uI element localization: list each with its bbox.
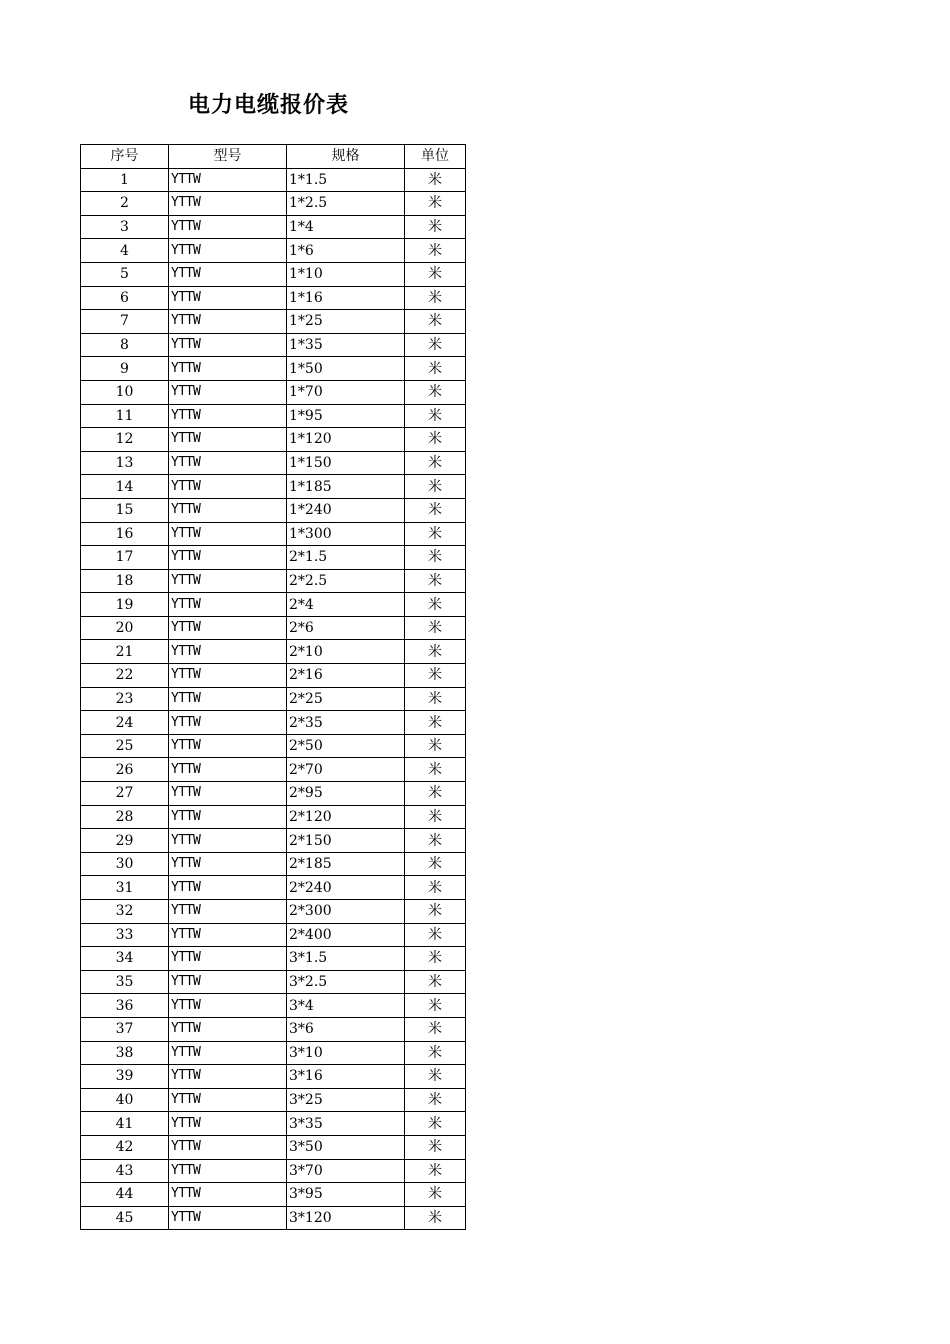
table-row xyxy=(81,876,466,900)
table-row xyxy=(81,215,466,239)
serial-cell: 35 xyxy=(81,970,169,994)
serial-cell: 29 xyxy=(81,829,169,853)
spec-cell: 2*16 xyxy=(287,664,405,688)
serial-cell: 13 xyxy=(81,451,169,475)
model-cell: YTTW xyxy=(169,333,287,357)
model-cell: YTTW xyxy=(169,994,287,1018)
model-cell: YTTW xyxy=(169,1065,287,1089)
model-cell: YTTW xyxy=(169,616,287,640)
serial-cell: 34 xyxy=(81,947,169,971)
unit-cell: 米 xyxy=(405,782,466,806)
spec-cell: 1*1.5 xyxy=(287,168,405,192)
model-cell: YTTW xyxy=(169,1159,287,1183)
table-row xyxy=(81,569,466,593)
table-row xyxy=(81,1112,466,1136)
spec-cell: 2*50 xyxy=(287,734,405,758)
model-cell: YTTW xyxy=(169,734,287,758)
table-row xyxy=(81,262,466,286)
spec-cell: 2*70 xyxy=(287,758,405,782)
serial-cell: 4 xyxy=(81,239,169,263)
table-row xyxy=(81,829,466,853)
spec-cell: 1*2.5 xyxy=(287,192,405,216)
serial-cell: 23 xyxy=(81,687,169,711)
table-row xyxy=(81,900,466,924)
spec-cell: 1*95 xyxy=(287,404,405,428)
serial-cell: 5 xyxy=(81,262,169,286)
model-cell: YTTW xyxy=(169,876,287,900)
unit-cell: 米 xyxy=(405,711,466,735)
serial-cell: 14 xyxy=(81,475,169,499)
model-cell: YTTW xyxy=(169,1183,287,1207)
table-row xyxy=(81,333,466,357)
unit-cell: 米 xyxy=(405,262,466,286)
unit-cell: 米 xyxy=(405,876,466,900)
unit-cell: 米 xyxy=(405,1135,466,1159)
serial-cell: 9 xyxy=(81,357,169,381)
page-title: 电力电缆报价表 xyxy=(188,93,350,118)
spec-cell: 1*25 xyxy=(287,310,405,334)
model-cell: YTTW xyxy=(169,475,287,499)
table-row xyxy=(81,970,466,994)
table-row xyxy=(81,1041,466,1065)
model-cell: YTTW xyxy=(169,1088,287,1112)
model-cell: YTTW xyxy=(169,1206,287,1230)
model-cell: YTTW xyxy=(169,687,287,711)
unit-cell: 米 xyxy=(405,1112,466,1136)
table-row xyxy=(81,994,466,1018)
table-row xyxy=(81,1206,466,1230)
spec-cell: 2*185 xyxy=(287,852,405,876)
serial-cell: 38 xyxy=(81,1041,169,1065)
model-cell: YTTW xyxy=(169,900,287,924)
spec-cell: 2*35 xyxy=(287,711,405,735)
serial-cell: 41 xyxy=(81,1112,169,1136)
serial-cell: 39 xyxy=(81,1065,169,1089)
serial-cell: 2 xyxy=(81,192,169,216)
table-row xyxy=(81,711,466,735)
model-cell: YTTW xyxy=(169,970,287,994)
table-row xyxy=(81,1065,466,1089)
model-cell: YTTW xyxy=(169,852,287,876)
unit-cell: 米 xyxy=(405,192,466,216)
unit-cell: 米 xyxy=(405,310,466,334)
unit-cell: 米 xyxy=(405,852,466,876)
serial-cell: 30 xyxy=(81,852,169,876)
model-cell: YTTW xyxy=(169,711,287,735)
unit-cell: 米 xyxy=(405,428,466,452)
serial-cell: 8 xyxy=(81,333,169,357)
table-row xyxy=(81,1135,466,1159)
spec-cell: 1*6 xyxy=(287,239,405,263)
table-row xyxy=(81,192,466,216)
serial-cell: 42 xyxy=(81,1135,169,1159)
unit-cell: 米 xyxy=(405,970,466,994)
spec-cell: 3*16 xyxy=(287,1065,405,1089)
table-row xyxy=(81,734,466,758)
spec-cell: 1*240 xyxy=(287,498,405,522)
spec-cell: 2*150 xyxy=(287,829,405,853)
unit-cell: 米 xyxy=(405,1183,466,1207)
spec-cell: 3*4 xyxy=(287,994,405,1018)
unit-cell: 米 xyxy=(405,1159,466,1183)
unit-cell: 米 xyxy=(405,546,466,570)
model-cell: YTTW xyxy=(169,404,287,428)
serial-cell: 7 xyxy=(81,310,169,334)
serial-cell: 22 xyxy=(81,664,169,688)
unit-cell: 米 xyxy=(405,498,466,522)
model-cell: YTTW xyxy=(169,522,287,546)
unit-cell: 米 xyxy=(405,805,466,829)
model-cell: YTTW xyxy=(169,593,287,617)
spec-cell: 1*150 xyxy=(287,451,405,475)
model-cell: YTTW xyxy=(169,192,287,216)
model-cell: YTTW xyxy=(169,664,287,688)
table-row xyxy=(81,546,466,570)
spec-cell: 1*300 xyxy=(287,522,405,546)
model-cell: YTTW xyxy=(169,640,287,664)
model-cell: YTTW xyxy=(169,1112,287,1136)
spec-cell: 1*16 xyxy=(287,286,405,310)
table-row xyxy=(81,1183,466,1207)
table-row xyxy=(81,758,466,782)
table-row xyxy=(81,310,466,334)
header-spec: 规格 xyxy=(287,145,405,169)
unit-cell: 米 xyxy=(405,522,466,546)
unit-cell: 米 xyxy=(405,451,466,475)
table-row xyxy=(81,1088,466,1112)
serial-cell: 17 xyxy=(81,546,169,570)
spec-cell: 3*35 xyxy=(287,1112,405,1136)
table-row xyxy=(81,168,466,192)
table-row xyxy=(81,664,466,688)
spec-cell: 3*50 xyxy=(287,1135,405,1159)
serial-cell: 37 xyxy=(81,1017,169,1041)
spec-cell: 3*70 xyxy=(287,1159,405,1183)
unit-cell: 米 xyxy=(405,333,466,357)
table-header-row xyxy=(81,145,466,169)
unit-cell: 米 xyxy=(405,239,466,263)
model-cell: YTTW xyxy=(169,829,287,853)
unit-cell: 米 xyxy=(405,900,466,924)
table-row xyxy=(81,404,466,428)
serial-cell: 45 xyxy=(81,1206,169,1230)
serial-cell: 36 xyxy=(81,994,169,1018)
serial-cell: 18 xyxy=(81,569,169,593)
table-row xyxy=(81,451,466,475)
model-cell: YTTW xyxy=(169,262,287,286)
model-cell: YTTW xyxy=(169,923,287,947)
unit-cell: 米 xyxy=(405,380,466,404)
model-cell: YTTW xyxy=(169,782,287,806)
serial-cell: 15 xyxy=(81,498,169,522)
model-cell: YTTW xyxy=(169,310,287,334)
table-row xyxy=(81,428,466,452)
unit-cell: 米 xyxy=(405,758,466,782)
spec-cell: 2*4 xyxy=(287,593,405,617)
unit-cell: 米 xyxy=(405,1206,466,1230)
spec-cell: 1*120 xyxy=(287,428,405,452)
serial-cell: 33 xyxy=(81,923,169,947)
spec-cell: 2*400 xyxy=(287,923,405,947)
spec-cell: 3*10 xyxy=(287,1041,405,1065)
unit-cell: 米 xyxy=(405,734,466,758)
table-row xyxy=(81,286,466,310)
serial-cell: 3 xyxy=(81,215,169,239)
serial-cell: 10 xyxy=(81,380,169,404)
table-row xyxy=(81,239,466,263)
serial-cell: 21 xyxy=(81,640,169,664)
unit-cell: 米 xyxy=(405,994,466,1018)
table-row xyxy=(81,498,466,522)
model-cell: YTTW xyxy=(169,239,287,263)
price-table xyxy=(80,144,466,1230)
unit-cell: 米 xyxy=(405,1041,466,1065)
unit-cell: 米 xyxy=(405,829,466,853)
table-row xyxy=(81,852,466,876)
spec-cell: 1*35 xyxy=(287,333,405,357)
table-row xyxy=(81,687,466,711)
model-cell: YTTW xyxy=(169,498,287,522)
unit-cell: 米 xyxy=(405,1065,466,1089)
unit-cell: 米 xyxy=(405,1088,466,1112)
spec-cell: 3*1.5 xyxy=(287,947,405,971)
model-cell: YTTW xyxy=(169,569,287,593)
unit-cell: 米 xyxy=(405,286,466,310)
unit-cell: 米 xyxy=(405,593,466,617)
unit-cell: 米 xyxy=(405,1017,466,1041)
spec-cell: 1*10 xyxy=(287,262,405,286)
model-cell: YTTW xyxy=(169,1041,287,1065)
table-row xyxy=(81,522,466,546)
model-cell: YTTW xyxy=(169,380,287,404)
table-row xyxy=(81,1017,466,1041)
table-row xyxy=(81,616,466,640)
header-unit: 单位 xyxy=(405,145,466,169)
table-row xyxy=(81,1159,466,1183)
spec-cell: 2*25 xyxy=(287,687,405,711)
model-cell: YTTW xyxy=(169,1017,287,1041)
model-cell: YTTW xyxy=(169,546,287,570)
serial-cell: 19 xyxy=(81,593,169,617)
table-row xyxy=(81,640,466,664)
unit-cell: 米 xyxy=(405,923,466,947)
spec-cell: 2*300 xyxy=(287,900,405,924)
spec-cell: 3*95 xyxy=(287,1183,405,1207)
model-cell: YTTW xyxy=(169,947,287,971)
spec-cell: 2*10 xyxy=(287,640,405,664)
spec-cell: 1*70 xyxy=(287,380,405,404)
model-cell: YTTW xyxy=(169,215,287,239)
serial-cell: 1 xyxy=(81,168,169,192)
spec-cell: 1*185 xyxy=(287,475,405,499)
spec-cell: 2*1.5 xyxy=(287,546,405,570)
spec-cell: 3*25 xyxy=(287,1088,405,1112)
unit-cell: 米 xyxy=(405,569,466,593)
spec-cell: 3*120 xyxy=(287,1206,405,1230)
serial-cell: 24 xyxy=(81,711,169,735)
serial-cell: 31 xyxy=(81,876,169,900)
unit-cell: 米 xyxy=(405,357,466,381)
spec-cell: 1*4 xyxy=(287,215,405,239)
serial-cell: 25 xyxy=(81,734,169,758)
serial-cell: 20 xyxy=(81,616,169,640)
table-row xyxy=(81,923,466,947)
serial-cell: 43 xyxy=(81,1159,169,1183)
spec-cell: 1*50 xyxy=(287,357,405,381)
table-row xyxy=(81,593,466,617)
serial-cell: 27 xyxy=(81,782,169,806)
serial-cell: 26 xyxy=(81,758,169,782)
unit-cell: 米 xyxy=(405,215,466,239)
model-cell: YTTW xyxy=(169,758,287,782)
header-serial: 序号 xyxy=(81,145,169,169)
unit-cell: 米 xyxy=(405,475,466,499)
table-row xyxy=(81,947,466,971)
spec-cell: 2*6 xyxy=(287,616,405,640)
spec-cell: 2*2.5 xyxy=(287,569,405,593)
unit-cell: 米 xyxy=(405,168,466,192)
model-cell: YTTW xyxy=(169,451,287,475)
spec-cell: 2*95 xyxy=(287,782,405,806)
spec-cell: 2*240 xyxy=(287,876,405,900)
unit-cell: 米 xyxy=(405,947,466,971)
model-cell: YTTW xyxy=(169,805,287,829)
spec-cell: 2*120 xyxy=(287,805,405,829)
model-cell: YTTW xyxy=(169,428,287,452)
header-model: 型号 xyxy=(169,145,287,169)
serial-cell: 6 xyxy=(81,286,169,310)
unit-cell: 米 xyxy=(405,687,466,711)
serial-cell: 44 xyxy=(81,1183,169,1207)
unit-cell: 米 xyxy=(405,404,466,428)
unit-cell: 米 xyxy=(405,664,466,688)
serial-cell: 40 xyxy=(81,1088,169,1112)
serial-cell: 11 xyxy=(81,404,169,428)
serial-cell: 32 xyxy=(81,900,169,924)
spec-cell: 3*2.5 xyxy=(287,970,405,994)
serial-cell: 12 xyxy=(81,428,169,452)
table-row xyxy=(81,380,466,404)
table-row xyxy=(81,782,466,806)
model-cell: YTTW xyxy=(169,357,287,381)
model-cell: YTTW xyxy=(169,168,287,192)
table-body xyxy=(81,168,466,1230)
table-row xyxy=(81,357,466,381)
serial-cell: 16 xyxy=(81,522,169,546)
table-row xyxy=(81,475,466,499)
spec-cell: 3*6 xyxy=(287,1017,405,1041)
unit-cell: 米 xyxy=(405,616,466,640)
model-cell: YTTW xyxy=(169,286,287,310)
serial-cell: 28 xyxy=(81,805,169,829)
model-cell: YTTW xyxy=(169,1135,287,1159)
table-row xyxy=(81,805,466,829)
unit-cell: 米 xyxy=(405,640,466,664)
